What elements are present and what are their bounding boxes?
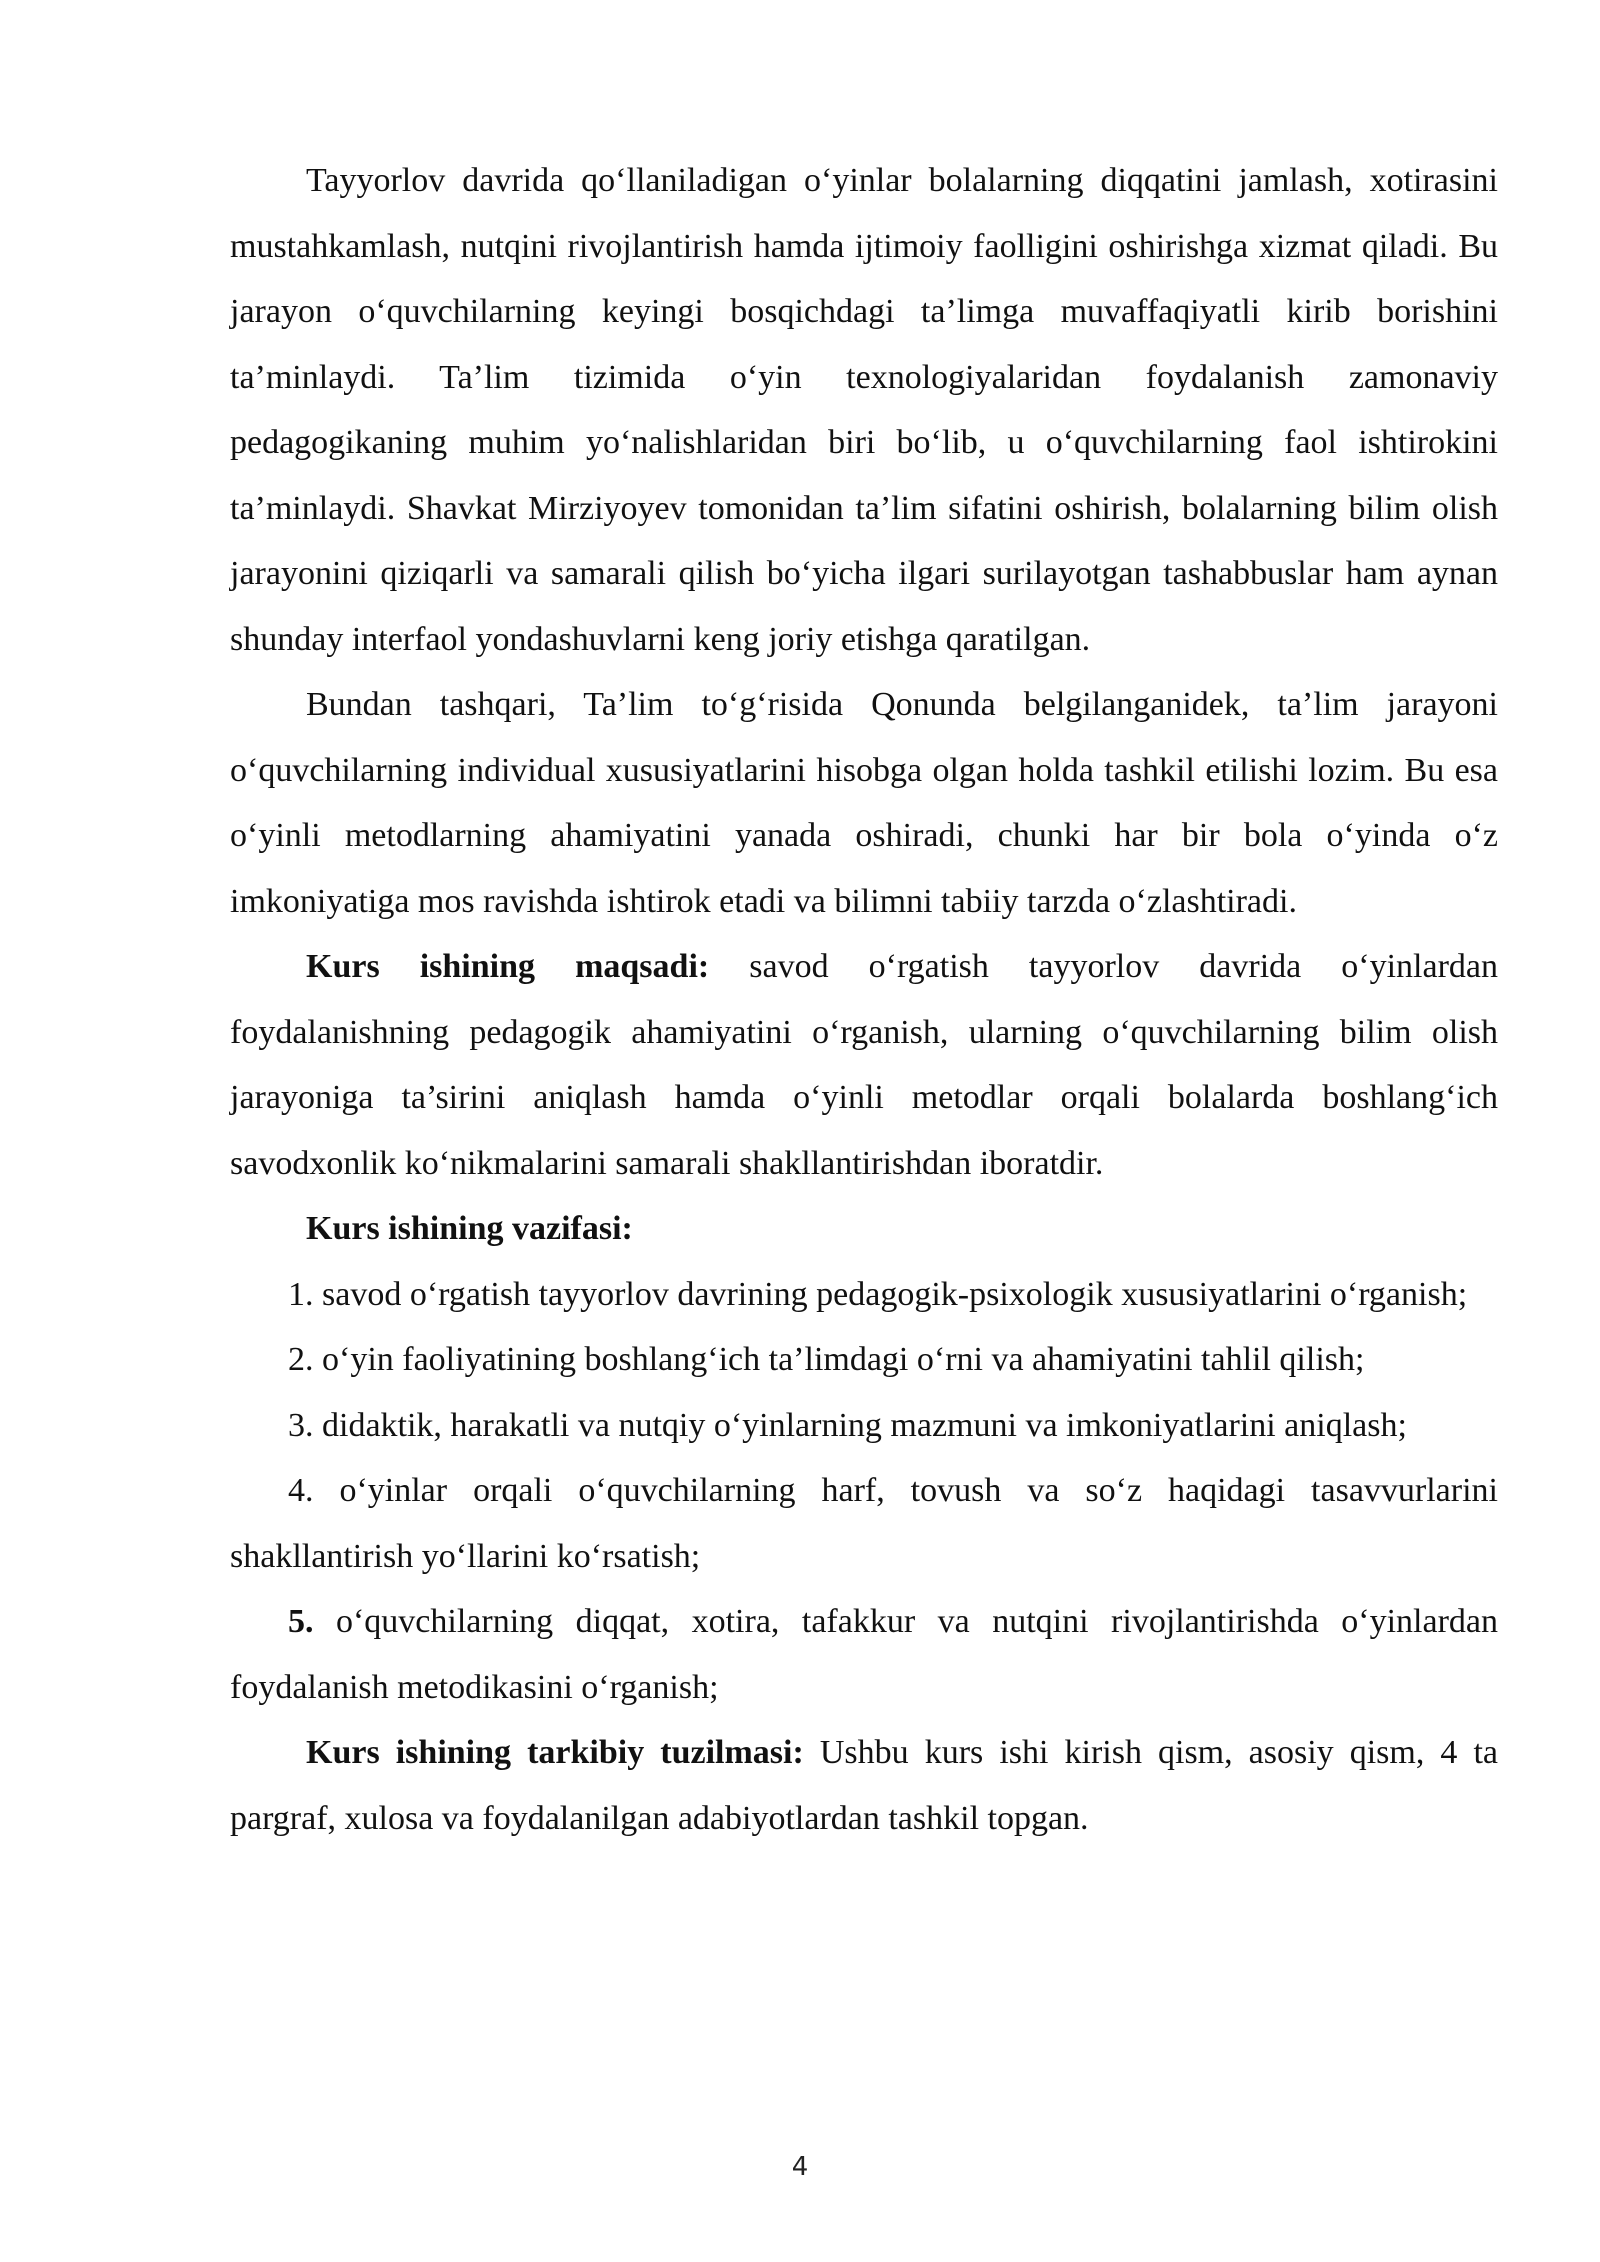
task-item xyxy=(230,1262,1498,1328)
task-number: 2. xyxy=(288,1341,314,1378)
document-page xyxy=(230,148,1498,1851)
goal-heading: Kurs ishining maqsadi: xyxy=(306,948,710,985)
paragraph-structure xyxy=(230,1720,1498,1851)
task-item xyxy=(230,1327,1498,1393)
task-number: 3. xyxy=(288,1406,314,1444)
task-number: 4. xyxy=(288,1472,314,1509)
task-text: o‘yin faoliyatining boshlang‘ich ta’limdagi o‘rni va ahamiyatini tahlil qilish; xyxy=(313,1341,1365,1378)
structure-text: Ushbu kurs ishi kirish qism, asosiy qism, 4 ta pargraf, xulosa va foydalanilgan adabiyotlardan tashkil topgan. xyxy=(230,1734,1498,1837)
tasks-heading-paragraph xyxy=(230,1196,1498,1262)
task-text: didaktik, harakatli va nutqiy o‘yinlarning mazmuni va imkoniyatlarini aniqlash; xyxy=(313,1406,1407,1444)
task-number: 5. xyxy=(288,1603,314,1640)
paragraph-intro: Tayyorlov davrida qo‘llaniladigan o‘yinlar bolalarning diqqatini jamlash, xotirasini mustahkamlash, nutqini rivojlantirish hamda ijtimoiy faolligini oshirishga xizmat qiladi. Bu jarayon o‘quvchilarning keyingi bosqichdagi ta’limga muvaffaqiyatli kirib borishini ta’minlaydi. Ta’lim tizimida o‘yin texnologiyalaridan foydalanish zamonaviy pedagogikaning muhim yo‘nalishlaridan biri bo‘lib, u o‘quvchilarning faol ishtirokini ta’minlaydi. Shavkat Mirziyoyev tomonidan ta’lim sifatini oshirish, bolalarning bilim olish jarayonini qiziqarli va samarali qilish bo‘yicha ilgari surilayotgan tashabbuslar ham aynan shunday interfaol yondashuvlarni keng joriy etishga qaratilgan. xyxy=(230,162,1498,658)
task-text: o‘quvchilarning diqqat, xotira, tafakkur va nutqini rivojlantirishda o‘yinlardan foydalanish metodikasini o‘rganish; xyxy=(230,1603,1498,1706)
task-text: savod o‘rgatish tayyorlov davrining pedagogik-psixologik xususiyatlarini o‘rganish; xyxy=(313,1275,1468,1313)
paragraph-law: Bundan tashqari, Ta’lim to‘g‘risida Qonunda belgilanganidek, ta’lim jarayoni o‘quvchilarning individual xususiyatlarini hisobga olgan holda tashkil etilishi lozim. Bu esa o‘yinli metodlarning ahamiyatini yanada oshiradi, chunki har bir bola o‘yinda o‘z imkoniyatiga mos ravishda ishtirok etadi va bilimni tabiiy tarzda o‘zlashtiradi. xyxy=(230,686,1498,920)
task-number: 1. xyxy=(288,1275,314,1313)
tasks-heading: Kurs ishining vazifasi: xyxy=(306,1210,633,1247)
paragraph-goal xyxy=(230,934,1498,1196)
page-number: 4 xyxy=(791,2152,809,2182)
goal-text: savod o‘rgatish tayyorlov davrida o‘yinlardan foydalanishning pedagogik ahamiyatini o‘rganish, ularning o‘quvchilarning bilim olish jarayoniga ta’sirini aniqlash hamda o‘yinli metodlar orqali bolalarda boshlang‘ich savodxonlik ko‘nikmalarini samarali shakllantirishdan iboratdir. xyxy=(230,948,1498,1182)
structure-heading: Kurs ishining tarkibiy tuzilmasi: xyxy=(306,1734,804,1771)
task-text: o‘yinlar orqali o‘quvchilarning harf, tovush va so‘z haqidagi tasavvurlarini shakllantirish yo‘llarini ko‘rsatish; xyxy=(230,1472,1498,1575)
task-item xyxy=(230,1458,1498,1589)
task-item xyxy=(230,1589,1498,1720)
task-item xyxy=(230,1393,1498,1459)
